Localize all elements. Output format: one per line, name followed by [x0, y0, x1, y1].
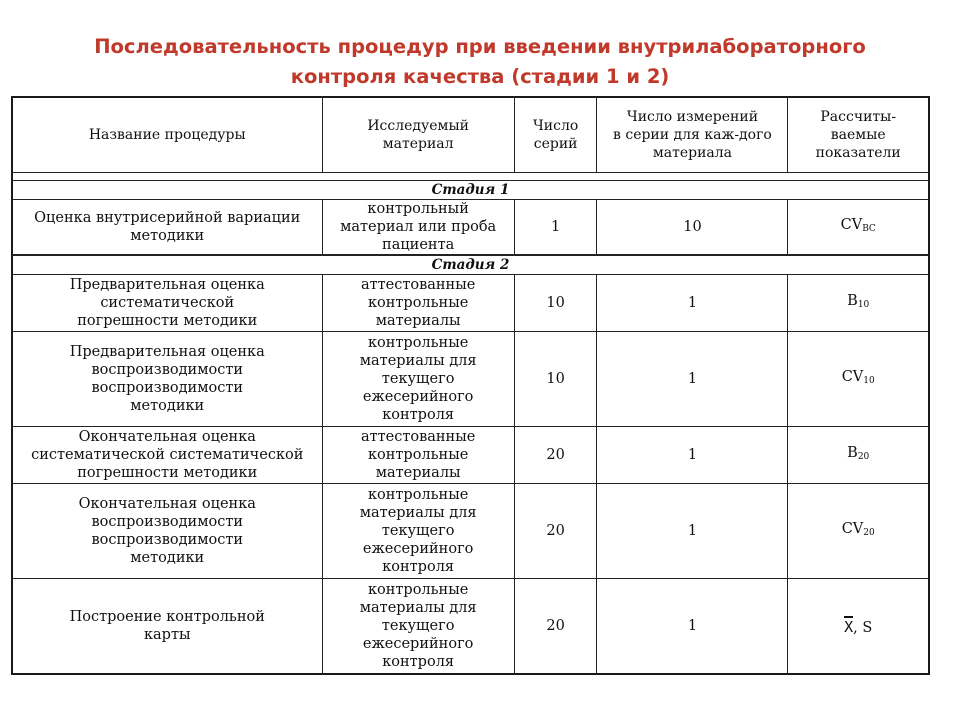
indicator-cell: $B_{20}$ [788, 427, 928, 484]
series-cell: 10 [515, 332, 598, 427]
series-cell: 20 [515, 579, 598, 673]
procedure-cell: Окончательная оценка систематической систематической погрешности методики [13, 427, 323, 484]
table-row [13, 275, 928, 332]
header-procedure: Название процедуры [13, 98, 323, 173]
x-bar-symbol: X [844, 617, 854, 636]
procedures-table [11, 96, 930, 675]
stage-1-label: Стадия 1 [13, 181, 928, 200]
indicator-cell: $CV_{10}$ [788, 332, 928, 427]
procedure-cell: Предварительная оценка систематической погрешности методики [13, 275, 323, 332]
indicator-cell: $B_{10}$ [788, 275, 928, 332]
stage-2-label: Стадия 2 [13, 255, 928, 275]
material-cell: контрольные материалы для текущего ежесерийного контроля [323, 332, 515, 427]
stage-2-row [13, 255, 928, 275]
table-row [13, 579, 928, 673]
table-row [13, 427, 928, 484]
series-cell: 1 [515, 200, 598, 255]
stage-1-row [13, 181, 928, 200]
measurements-cell: 10 [597, 200, 788, 255]
material-cell: аттестованные контрольные материалы [323, 275, 515, 332]
header-gap-row [13, 173, 928, 181]
measurements-cell: 1 [597, 579, 788, 673]
page-title [0, 32, 960, 92]
procedure-cell: Окончательная оценка воспроизводимости воспроизводимости методики [13, 484, 323, 579]
material-cell: аттестованные контрольные материалы [323, 427, 515, 484]
header-material: Исследуемый материал [323, 98, 515, 173]
series-cell: 10 [515, 275, 598, 332]
series-cell: 20 [515, 427, 598, 484]
measurements-cell: 1 [597, 484, 788, 579]
title-line-2: контроля качества (стадии 1 и 2) [290, 65, 670, 88]
material-cell: контрольный материал или проба пациента [323, 200, 515, 255]
table-header-row [13, 98, 928, 173]
procedure-cell: Оценка внутрисерийной вариации методики [13, 200, 323, 255]
header-indicators: Рассчиты- ваемые показатели [788, 98, 928, 173]
measurements-cell: 1 [597, 427, 788, 484]
procedure-cell: Построение контрольной карты [13, 579, 323, 673]
indicator-cell: X, S [844, 617, 873, 636]
series-cell: 20 [515, 484, 598, 579]
procedure-cell: Предварительная оценка воспроизводимости воспроизводимости методики [13, 332, 323, 427]
header-measurements: Число измерений в серии для каж-дого материала [597, 98, 788, 173]
indicator-cell: $CV_{ВС}$ [788, 200, 928, 255]
table-row [13, 200, 928, 255]
measurements-cell: 1 [597, 275, 788, 332]
material-cell: контрольные материалы для текущего ежесерийного контроля [323, 579, 515, 673]
title-line-1: Последовательность процедур при введении внутрилабораторного [94, 35, 866, 58]
indicator-cell: $CV_{20}$ [788, 484, 928, 579]
table-row [13, 484, 928, 579]
header-series: Число серий [515, 98, 598, 173]
material-cell: контрольные материалы для текущего ежесерийного контроля [323, 484, 515, 579]
measurements-cell: 1 [597, 332, 788, 427]
table-row [13, 332, 928, 427]
